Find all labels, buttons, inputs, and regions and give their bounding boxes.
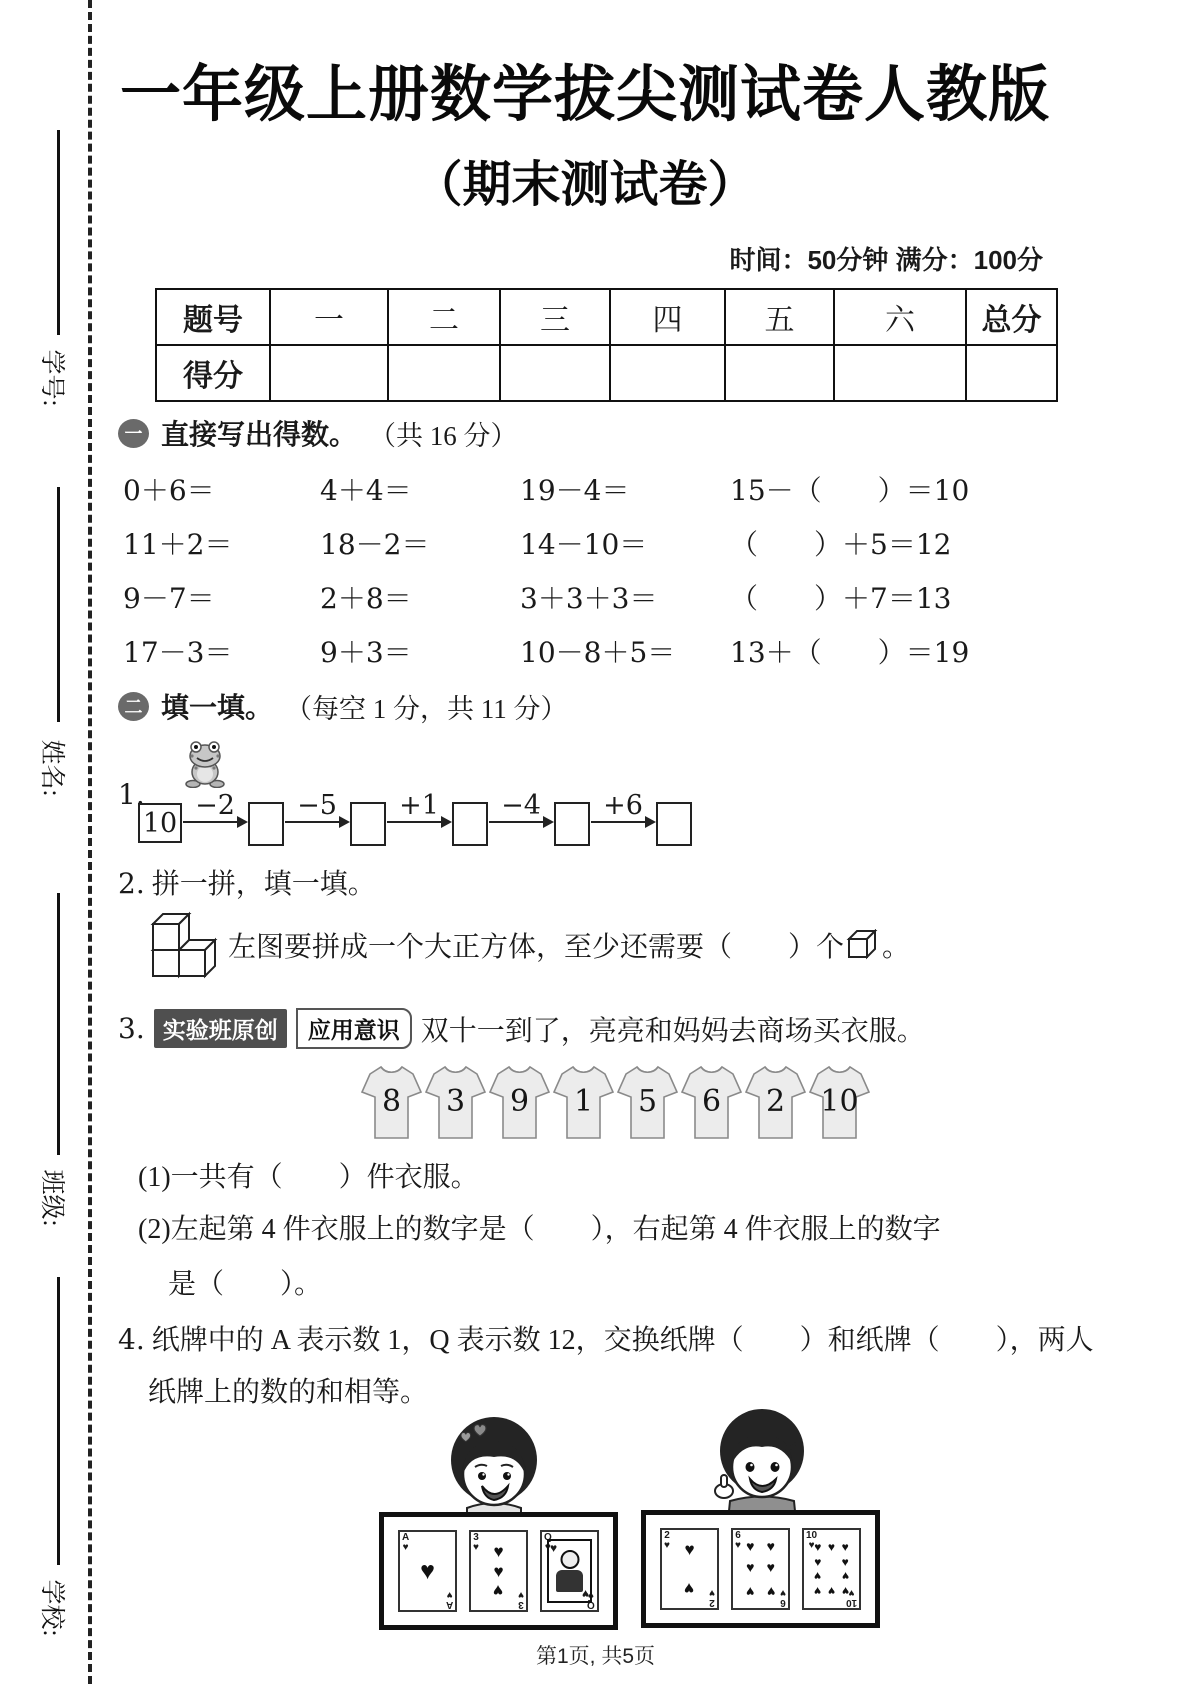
- arrow-icon: [182, 788, 248, 846]
- score-header-cell: 二: [388, 289, 500, 345]
- section-two-badge: 二: [118, 692, 149, 721]
- playing-card: 6 ♥ 6 ♥ ♥ ♥ ♥ ♥ ♥ ♥: [731, 1528, 790, 1610]
- playing-card: 10 ♥ 10 ♥ ♥ ♥ ♥ ♥ ♥ ♥ ♥ ♥ ♥ ♥: [802, 1528, 861, 1610]
- score-empty-cell: [500, 345, 610, 401]
- question-2-title: 2. 拼一拼，填一填。: [118, 867, 376, 900]
- tshirt: [808, 1062, 871, 1145]
- girl-card-tray: [379, 1512, 618, 1630]
- equation: 0＋6＝: [123, 474, 215, 507]
- score-table-header-row: [156, 289, 1057, 345]
- question-4-line1: 4. 纸牌中的 A 表示数 1，Q 表示数 12，交换纸牌（ ）和纸牌（ ），两人: [118, 1323, 1094, 1356]
- section-two-title: 填一填。: [161, 692, 274, 723]
- equation: 13＋（ ）＝19: [730, 636, 970, 669]
- section-one-title: 直接写出得数。: [161, 419, 358, 450]
- equation: 17－3＝: [123, 636, 233, 669]
- tshirt: [552, 1062, 615, 1145]
- equation: （ ）＋5＝12: [730, 528, 952, 561]
- chain-start-box: 10: [138, 803, 182, 843]
- chain-op-label: +6: [603, 790, 643, 821]
- cube-icon: [846, 929, 880, 961]
- question-4-line2: 纸牌上的数的和相等。: [148, 1377, 429, 1408]
- playing-card: A ♥ A ♥ ♥: [398, 1530, 457, 1612]
- tshirt-number: 1: [573, 1084, 594, 1119]
- margin-write-line: [57, 893, 60, 1155]
- tshirt-number: 8: [381, 1084, 402, 1119]
- cubes-cluster-icon: [145, 898, 227, 989]
- score-header-cell: 六: [834, 289, 966, 345]
- chain-op-label: +1: [399, 790, 439, 821]
- question-3-sub1: (1)一共有（ ）件衣服。: [138, 1162, 479, 1193]
- frog-icon: [183, 740, 227, 793]
- tshirt-number: 6: [701, 1084, 722, 1119]
- equation: （ ）＋7＝13: [730, 582, 952, 615]
- score-table: [155, 288, 1058, 402]
- tshirt-number: 2: [765, 1084, 786, 1119]
- score-header-cell: 四: [610, 289, 725, 345]
- equation: 14－10＝: [520, 528, 648, 561]
- equation: 3＋3＋3＝: [520, 582, 658, 615]
- chain-answer-box: [350, 802, 386, 846]
- arrow-icon: [386, 788, 452, 846]
- margin-label-school: 学校:: [38, 1579, 65, 1637]
- section-two-points: （每空 1 分，共 11 分）: [285, 693, 568, 724]
- chain-op-label: −4: [501, 790, 541, 821]
- arrow-icon: [284, 788, 350, 846]
- badge-skill: 应用意识: [296, 1008, 412, 1049]
- playing-card: 2 ♥ 2 ♥ ♥ ♥: [660, 1528, 719, 1610]
- section-one-badge: 一: [118, 419, 149, 448]
- score-empty-cell: [388, 345, 500, 401]
- chain-answer-box: [554, 802, 590, 846]
- question-3-sub2-line1: (2)左起第 4 件衣服上的数字是（ ），右起第 4 件衣服上的数字: [138, 1214, 941, 1245]
- question-3-number: 3.: [118, 1012, 145, 1045]
- margin-write-line: [57, 487, 60, 722]
- tshirt: [360, 1062, 423, 1145]
- tshirt: [680, 1062, 743, 1145]
- score-empty-cell: [966, 345, 1057, 401]
- margin-label-student-id: 学号:: [38, 349, 65, 407]
- question-1-number: 1.: [118, 778, 145, 811]
- margin-label-class: 班级:: [38, 1169, 65, 1227]
- score-empty-cell: [725, 345, 834, 401]
- exam-meta: 时间：50分钟 满分：100分: [729, 245, 1043, 275]
- score-empty-cell: [610, 345, 725, 401]
- chain-op-label: −5: [297, 790, 337, 821]
- score-header-cell: 一: [270, 289, 388, 345]
- chain-op-label: −2: [195, 790, 235, 821]
- tshirt-number: 10: [820, 1084, 859, 1119]
- boy-card-tray: [641, 1510, 880, 1628]
- score-header-cell: 总分: [966, 289, 1057, 345]
- score-empty-cell: [270, 345, 388, 401]
- tshirt-number: 3: [445, 1084, 466, 1119]
- playing-card: 3 ♥ 3 ♥ ♥ ♥ ♥: [469, 1530, 528, 1612]
- question-2-number: 2.: [118, 867, 145, 900]
- equation: 2＋8＝: [320, 582, 412, 615]
- tshirt-number: 5: [637, 1084, 658, 1119]
- tshirt: [488, 1062, 551, 1145]
- equation: 18－2＝: [320, 528, 430, 561]
- score-row-label: 得分: [156, 345, 270, 401]
- margin-write-line: [57, 1277, 60, 1565]
- page-title: 一年级上册数学拔尖测试卷人教版: [119, 60, 1050, 128]
- equation: 19－4＝: [520, 474, 630, 507]
- equation: 9－7＝: [123, 582, 215, 615]
- tshirt: [424, 1062, 487, 1145]
- equation: 4＋4＝: [320, 474, 412, 507]
- binding-dashed-line: [88, 0, 92, 1684]
- chain-answer-box: [452, 802, 488, 846]
- number-chain: [138, 788, 692, 846]
- equation: 10－8＋5＝: [520, 636, 676, 669]
- section-one-header: [118, 413, 518, 453]
- chain-answer-box: [248, 802, 284, 846]
- question-3-header: [118, 1008, 925, 1049]
- question-4-number: 4.: [118, 1323, 145, 1356]
- question-2-text: 左图要拼成一个大正方体，至少还需要（ ）个 。: [228, 925, 910, 965]
- question-3-intro: 双十一到了，亮亮和妈妈去商场买衣服。: [420, 1015, 925, 1047]
- tshirt: [744, 1062, 807, 1145]
- score-table-score-row: [156, 345, 1057, 401]
- score-header-cell: 三: [500, 289, 610, 345]
- section-one-points: （共 16 分）: [369, 420, 518, 451]
- arrow-icon: [488, 788, 554, 846]
- equation: 11＋2＝: [123, 528, 233, 561]
- section-two-header: [118, 686, 568, 726]
- score-header-cell: 题号: [156, 289, 270, 345]
- tshirt: [616, 1062, 679, 1145]
- equation: 9＋3＝: [320, 636, 412, 669]
- score-header-cell: 五: [725, 289, 834, 345]
- score-empty-cell: [834, 345, 966, 401]
- page-footer: 第1页, 共5页: [535, 1645, 656, 1668]
- page-subtitle: （期末测试卷）: [413, 158, 757, 212]
- chain-answer-box: [656, 802, 692, 846]
- question-3-sub2-line2: 是（ ）。: [168, 1269, 323, 1300]
- equation: 15－（ ）＝10: [730, 474, 970, 507]
- equation-grid: [123, 469, 1053, 685]
- arrow-icon: [590, 788, 656, 846]
- playing-card: Q ♥ Q ♥ ♥ ♥: [540, 1530, 599, 1612]
- margin-label-name: 姓名:: [38, 739, 65, 797]
- margin-write-line: [57, 130, 60, 335]
- tshirt-row: [360, 1062, 871, 1145]
- badge-original: 实验班原创: [154, 1009, 287, 1048]
- tshirt-number: 9: [509, 1084, 530, 1119]
